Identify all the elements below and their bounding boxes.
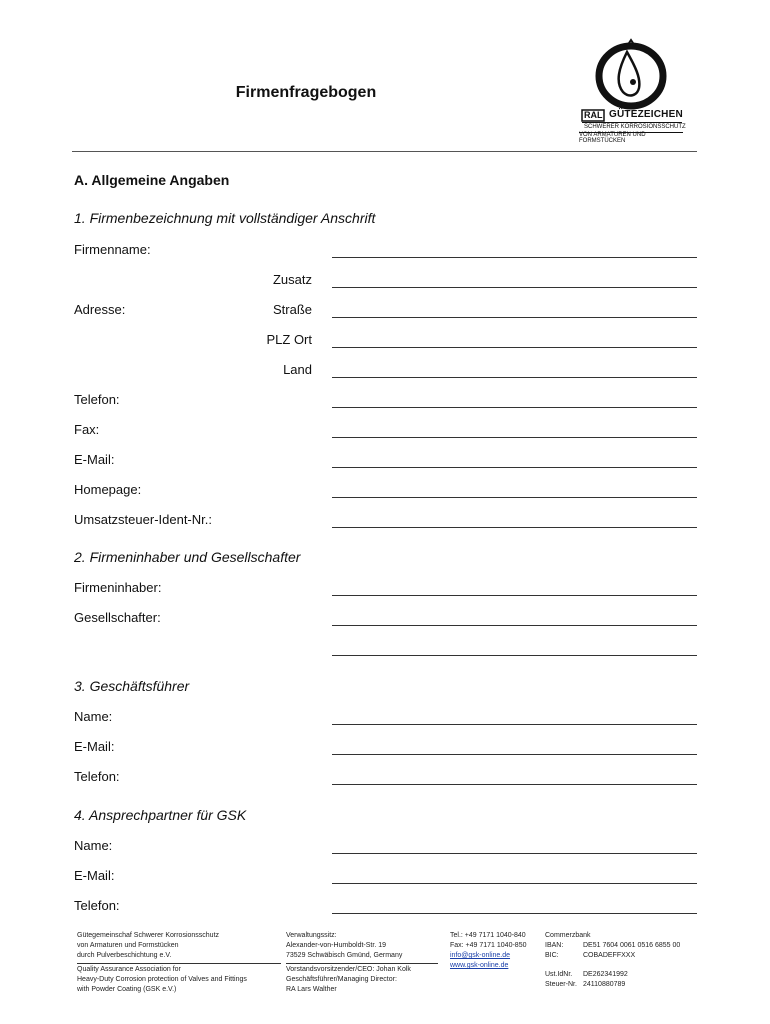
- section-a-heading: A. Allgemeine Angaben: [74, 172, 230, 188]
- label-ap-telefon: Telefon:: [74, 898, 120, 913]
- label-adresse: Adresse:: [74, 302, 126, 317]
- field-fax[interactable]: [332, 437, 697, 438]
- footer-association-de: Gütegemeinschaf Schwerer Korrosionsschutz von Armaturen und Formstücken durch Pulverbeschichtung e.V.: [77, 932, 220, 959]
- field-telefon[interactable]: [332, 407, 697, 408]
- footer-ustid-label: Ust.IdNr.: [545, 971, 573, 978]
- label-ap-email: E-Mail:: [74, 868, 115, 883]
- header-divider: [72, 151, 697, 152]
- footer-bic-label: BIC:: [545, 952, 559, 959]
- footer-bank-name: Commerzbank: [545, 932, 591, 939]
- footer-contact: [450, 931, 542, 971]
- logo-word: GÜTEZEICHEN: [609, 109, 683, 120]
- field-gf-telefon[interactable]: [332, 784, 697, 785]
- field-plz-ort[interactable]: [332, 347, 697, 348]
- footer-steuer: 24110880789: [583, 981, 626, 988]
- footer-bank: [545, 931, 695, 961]
- label-zusatz: Zusatz: [272, 272, 312, 287]
- footer-iban: DE51 7604 0061 0516 6855 00: [583, 942, 681, 949]
- section-3-heading: 3. Geschäftsführer: [74, 678, 190, 694]
- field-ap-email[interactable]: [332, 883, 697, 884]
- footer-tel: Tel.: +49 7171 1040-840: [450, 932, 526, 939]
- footer-association-en: Quality Assurance Association for Heavy-Duty Corrosion protection of Valves and Fittings with Powder Coating (GSK e.V.): [77, 966, 247, 993]
- field-firmenname[interactable]: [332, 257, 697, 258]
- footer-web-link[interactable]: www.gsk-online.de: [450, 962, 509, 969]
- field-firmeninhaber[interactable]: [332, 595, 697, 596]
- field-zusatz[interactable]: [332, 287, 697, 288]
- footer-steuer-label: Steuer-Nr.: [545, 981, 577, 988]
- label-ust-id: Umsatzsteuer-Ident-Nr.:: [74, 512, 212, 527]
- logo-line1: SCHWERER KORROSIONSSCHUTZ: [584, 124, 686, 130]
- section-1-heading: 1. Firmenbezeichnung mit vollständiger Anschrift: [74, 210, 376, 226]
- field-gf-name[interactable]: [332, 724, 697, 725]
- page-title: Firmenfragebogen: [235, 84, 377, 101]
- label-firmenname: Firmenname:: [74, 242, 151, 257]
- label-ap-name: Name:: [74, 838, 113, 853]
- field-gf-email[interactable]: [332, 754, 697, 755]
- field-ap-telefon[interactable]: [332, 913, 697, 914]
- label-gf-email: E-Mail:: [74, 739, 115, 754]
- ral-mark: RAL: [584, 110, 603, 120]
- section-2-heading: 2. Firmeninhaber und Gesellschafter: [74, 549, 301, 565]
- field-email[interactable]: [332, 467, 697, 468]
- section-4-heading: 4. Ansprechpartner für GSK: [74, 807, 247, 823]
- footer-email-link[interactable]: info@gsk-online.de: [450, 952, 511, 959]
- footer-address: Verwaltungssitz: Alexander-von-Humboldt-Str. 19 73529 Schwäbisch Gmünd, Germany: [286, 932, 403, 959]
- field-ust-id[interactable]: [332, 527, 697, 528]
- footer-divider-2: [286, 963, 438, 964]
- logo-line2: VON ARMATUREN UND FORMSTÜCKEN: [579, 132, 646, 144]
- field-strasse[interactable]: [332, 317, 697, 318]
- ral-guetezeichen-logo: [575, 38, 687, 144]
- footer-fax: Fax: +49 7171 1040-850: [450, 942, 527, 949]
- field-homepage[interactable]: [332, 497, 697, 498]
- label-strasse: Straße: [272, 302, 312, 317]
- label-land: Land: [283, 362, 312, 377]
- field-land[interactable]: [332, 377, 697, 378]
- footer-tax: [545, 970, 695, 990]
- label-homepage: Homepage:: [74, 482, 142, 497]
- label-gf-name: Name:: [74, 709, 113, 724]
- label-telefon: Telefon:: [74, 392, 120, 407]
- label-gf-telefon: Telefon:: [74, 769, 120, 784]
- footer-ustid: DE262341992: [583, 971, 628, 978]
- label-firmeninhaber: Firmeninhaber:: [74, 580, 162, 595]
- footer-iban-label: IBAN:: [545, 942, 564, 949]
- field-ap-name[interactable]: [332, 853, 697, 854]
- footer-management: Vorstandsvorsitzender/CEO: Johan Kolk Geschäftsführer/Managing Director: RA Lars Walther: [286, 966, 411, 993]
- label-email: E-Mail:: [74, 452, 115, 467]
- label-fax: Fax:: [74, 422, 100, 437]
- field-gesellschafter-1[interactable]: [332, 625, 697, 626]
- field-gesellschafter-2[interactable]: [332, 655, 697, 656]
- label-gesellschafter: Gesellschafter:: [74, 610, 161, 625]
- footer-bic: COBADEFFXXX: [583, 952, 636, 959]
- footer-divider-1: [77, 963, 281, 964]
- label-plz-ort: PLZ Ort: [266, 332, 312, 347]
